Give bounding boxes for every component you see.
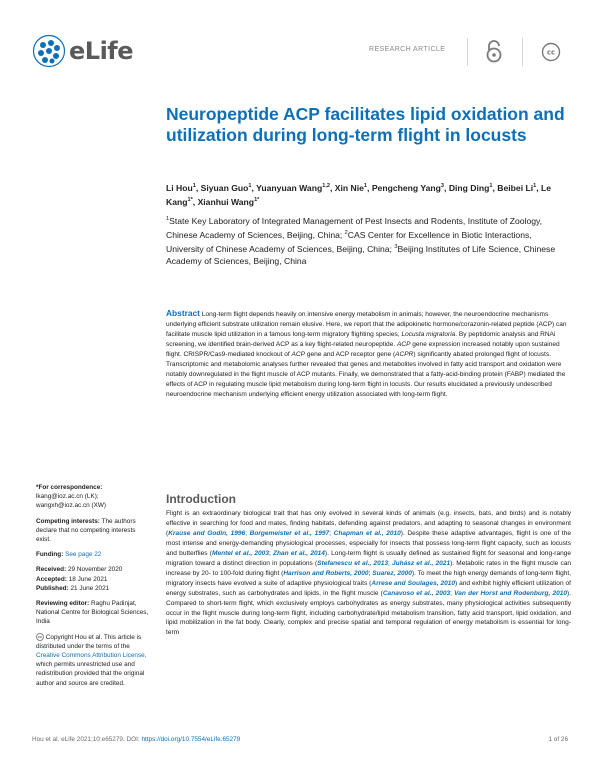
body-text: ; bbox=[268, 549, 274, 557]
correspondence bbox=[36, 483, 150, 511]
body-text: ). Despite these adaptive advantages, flight is one of the most intense and energy-demanding physiological processes, especially for insects that possess long-term flight capacity, such as locusts and butterflies ( bbox=[166, 529, 571, 557]
gene-name: ACPR bbox=[395, 350, 414, 358]
author-affiliation-marker: 1 bbox=[192, 183, 196, 189]
introduction-text bbox=[166, 509, 571, 638]
article-sidebar bbox=[36, 483, 150, 694]
reference-link[interactable]: Arrese and Soulages, 2010 bbox=[371, 579, 456, 587]
article-title: Neuropeptide ACP facilitates lipid oxidation and utilization during long-term flight in locusts bbox=[166, 104, 565, 145]
body-text: ; bbox=[450, 589, 455, 597]
gene-name: ACP bbox=[291, 350, 306, 358]
doi-link[interactable]: https://doi.org/10.7554/eLife.65279 bbox=[141, 736, 241, 743]
page-number: 1 of 26 bbox=[548, 736, 568, 743]
open-access-icon[interactable] bbox=[483, 40, 505, 64]
accepted-date: 18 June 2021 bbox=[68, 575, 108, 583]
section-heading-introduction: Introduction bbox=[166, 492, 236, 506]
author-name[interactable]: Le Kang bbox=[166, 182, 552, 207]
funding-label: Funding: bbox=[36, 551, 64, 559]
page-header bbox=[32, 34, 568, 74]
email-link[interactable]: lkang@ioz.ac.cn (LK); bbox=[36, 493, 99, 501]
abstract-text: Long-term flight depends heavily on intensive energy metabolism in animals; however, the neuroendocrine mechanisms underlying efficient substrate utilization remain elusive. Here, we report that the adipokinetic hormone/corazonin-related peptide (ACP) can facilitate muscle lipid utilization in a famous long-term migratory flighting species, bbox=[166, 311, 567, 338]
species-name: Locusta migratoria bbox=[401, 330, 456, 338]
reference-link[interactable]: Juhász et al., 2021 bbox=[391, 559, 451, 567]
author-name[interactable]: Xin Nie bbox=[334, 182, 364, 193]
author-affiliation-marker: 1* bbox=[254, 196, 260, 203]
author-name[interactable]: Li Hou bbox=[166, 182, 193, 193]
competing-text: The authors declare that no competing interests exist. bbox=[36, 517, 136, 544]
funding-link[interactable]: See page 22 bbox=[65, 551, 102, 559]
author-affiliation-marker: 1 bbox=[533, 183, 537, 189]
elife-logo-icon bbox=[32, 34, 66, 68]
reviewing-label: Reviewing editor: bbox=[36, 600, 90, 608]
affiliations bbox=[166, 213, 571, 267]
abstract bbox=[166, 309, 571, 400]
copyright-text: Copyright Hou et al. This article is distributed under the terms of the bbox=[36, 633, 142, 650]
published-label: Published: bbox=[36, 584, 69, 592]
dates bbox=[36, 565, 150, 593]
reference-link[interactable]: Van der Horst and Rodenburg, 2010 bbox=[454, 589, 568, 597]
body-text: ). To meet the high energy demands of long-term flight, migratory insects have evolved a suite of adaptive physiological traits ( bbox=[166, 569, 572, 587]
citation bbox=[32, 736, 240, 743]
affiliation-text: Beijing Institutes of Life Science, Chinese Academy of Sciences, Beijing, China bbox=[166, 243, 556, 267]
author-affiliation-marker: 1,2 bbox=[322, 183, 330, 189]
body-text: Flight is an extraordinary biological trait that has only evolved in several kinds of animals (e.g. insects, bats, and birds) and is notably effective in searching for food and mates, finding habitats, defending against predators, and adapting to seasonal changes in environment ( bbox=[166, 510, 571, 537]
body-text: ; bbox=[329, 529, 334, 537]
body-text: ; bbox=[245, 529, 250, 537]
competing-interests bbox=[36, 517, 150, 545]
body-text: ). Compared to short-term flight, which exclusively employs carbohydrates as energy substrates, many physiological activities subsequently occur in the flight muscle during long-term flight, including carbohydrate/lipid metabolism transition, fatty acid transport, lipid oxidation, and lipid mobilization in the fat body. Clearly, complex and precise spatial and temporal regulation of energy metabolism is essential for long-term bbox=[166, 589, 572, 637]
published-date: 21 June 2021 bbox=[70, 584, 110, 592]
creative-commons-icon[interactable] bbox=[541, 42, 561, 62]
article-type-label: RESEARCH ARTICLE bbox=[369, 46, 446, 53]
elife-logo[interactable] bbox=[32, 34, 133, 68]
citation-text: Hou et al. eLife 2021;10:e65279. DOI: bbox=[32, 736, 142, 743]
header-divider bbox=[467, 38, 468, 66]
competing-label: Competing interests: bbox=[36, 517, 100, 525]
author-affiliation-marker: 1 bbox=[363, 183, 368, 189]
reference-link[interactable]: Suarez, 2000 bbox=[372, 569, 412, 577]
affiliation-marker: 3 bbox=[394, 244, 398, 251]
reference-link[interactable]: Canavoso et al., 2003 bbox=[382, 589, 451, 597]
author-affiliation-marker: 1 bbox=[248, 183, 252, 189]
reference-link[interactable]: Borgemeister et al., 1997 bbox=[249, 529, 330, 537]
copyright-cc-icon: cc bbox=[37, 633, 43, 639]
accepted-label: Accepted: bbox=[36, 575, 67, 583]
header-divider bbox=[522, 38, 523, 66]
author-affiliation-marker: 1 bbox=[489, 183, 493, 189]
affiliation-marker: 2 bbox=[344, 230, 348, 237]
author-list: Li Hou$^1$, Siyuan Guo$^1$, Yuanyuan Wang$^{1,2}$, Xin Nie$^1$, Pengcheng Yang$^3$, Ding Ding$^1$, Beibei Li$^1$, Le Kang$^{1*}$, Xianhui Wang$^{1*}$ bbox=[166, 182, 552, 207]
abstract-text: . By peptidomic analysis and RNAi screening, we identified brain-derived ACP as a key flight-related neuropeptide. bbox=[166, 330, 556, 348]
reference-link[interactable]: Krause and Godin, 1996 bbox=[168, 529, 246, 537]
body-text: ). Long-term flight is usually defined as sustained flight for seasonal and long-range migration toward a distinct direction in populations ( bbox=[166, 549, 572, 567]
reviewing-text: Raghu Padinjat, National Centre for Biological Sciences, India bbox=[36, 600, 149, 626]
reference-link[interactable]: Chapman et al., 2010 bbox=[333, 529, 401, 537]
abstract-text: ) significantly abated prolonged flight of locusts. Transcriptomic and metabolomic analyses further revealed that genes and metabolites involved in fatty acid transport and oxidation were notably downregulated in the flight muscle of ACP mutants. Finally, we demonstrated that a fatty-acid-binding protein (FABP) mediated the effects of ACP in regulating muscle lipid metabolism during long-term flight in locusts. Our results elucidated a previously undescribed neuroendocrine mechanism underlying efficient energy utilization associated with long-term flight. bbox=[166, 350, 566, 398]
author-name[interactable]: Xianhui Wang bbox=[197, 196, 255, 207]
affiliation-text: State Key Laboratory of Integrated Management of Pest Insects and Rodents, Institute of Zoology, Chinese Academy of Sciences, Beijing, China; bbox=[166, 215, 543, 240]
reviewing-editor bbox=[36, 599, 150, 627]
elife-wordmark: eLife bbox=[69, 37, 134, 65]
copyright-text: which permits unrestricted use and redistribution provided that the original author and source are credited. bbox=[36, 661, 145, 687]
affiliation-text: CAS Center for Excellence in Biotic Interactions, University of Chinese Academy of Sciences, Beijing, China; bbox=[166, 229, 532, 254]
author-affiliation-marker: 1* bbox=[187, 196, 193, 203]
author-affiliation-marker: 3 bbox=[440, 183, 445, 189]
abstract-label: Abstract bbox=[166, 308, 200, 318]
author-name[interactable]: Beibei Li bbox=[497, 182, 534, 193]
correspondence-label: *For correspondence: bbox=[36, 484, 103, 491]
reference-link[interactable]: Zhan et al., 2014 bbox=[273, 549, 325, 557]
copyright bbox=[36, 633, 150, 688]
author-name[interactable]: Pengcheng Yang bbox=[371, 182, 441, 193]
body-text: ; bbox=[388, 559, 392, 567]
gene-name: ACP bbox=[396, 340, 411, 348]
author-name[interactable]: Siyuan Guo bbox=[200, 182, 249, 193]
body-text: ) and exhibit highly efficient utilization of energy substrates, such as carbohydrates and lipids, in the flight muscle ( bbox=[166, 579, 571, 597]
funding bbox=[36, 550, 150, 559]
abstract-text: gene expression increased notably upon sustained flight. CRISPR/Cas9-mediated knockout of bbox=[166, 340, 560, 358]
svg-text:cc: cc bbox=[546, 48, 556, 57]
reference-link[interactable]: Stefanescu et al., 2013 bbox=[317, 559, 388, 567]
body-text: ; bbox=[368, 569, 373, 577]
author-name[interactable]: Yuanyuan Wang bbox=[256, 182, 323, 193]
reference-link[interactable]: Mentel et al., 2003 bbox=[212, 549, 269, 557]
received-date: 29 November 2020 bbox=[67, 566, 123, 574]
author-name[interactable]: Ding Ding bbox=[448, 182, 490, 193]
received-label: Received: bbox=[36, 566, 67, 574]
body-text: ). Metabolic rates in the flight muscle can increase by 20- to 100-fold during flight ( bbox=[166, 559, 572, 577]
license-link[interactable]: Creative Commons Attribution License, bbox=[36, 652, 147, 660]
email-link[interactable]: wangxh@ioz.ac.cn (XW) bbox=[36, 502, 107, 510]
abstract-text: gene and ACP receptor gene ( bbox=[305, 350, 396, 358]
reference-link[interactable]: Harrison and Roberts, 2000 bbox=[283, 569, 369, 577]
affiliation-marker: 1 bbox=[166, 216, 170, 222]
